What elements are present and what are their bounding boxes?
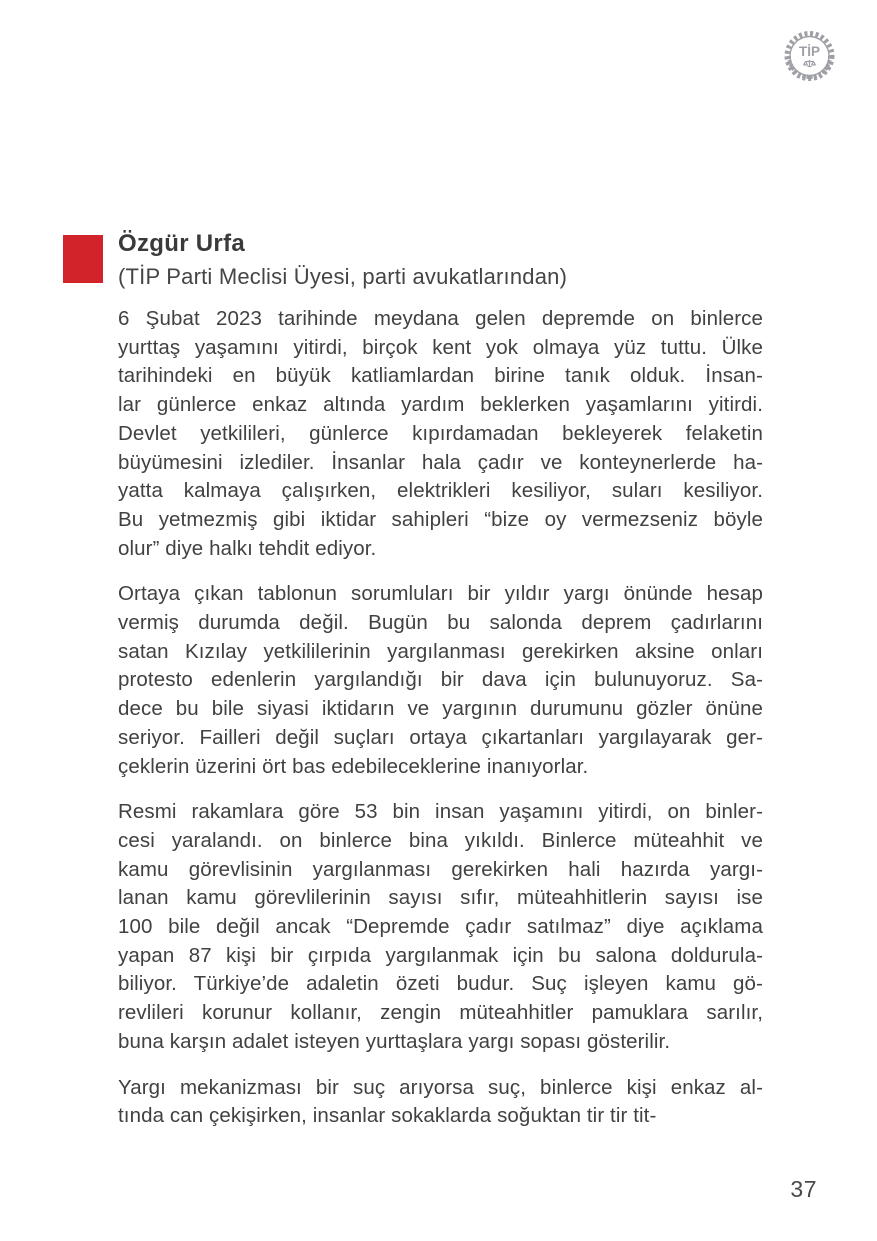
paragraph-line: 100 bile değil ancak “Depremde çadır satılmaz” diye açıklama xyxy=(118,915,763,939)
paragraph-line: vermiş durumda değil. Bugün bu salonda deprem çadırlarını xyxy=(118,611,763,635)
article-header xyxy=(118,230,768,290)
paragraph-line: Yargı mekanizması bir suç arıyorsa suç, binlerce kişi enkaz al- xyxy=(118,1075,763,1099)
paragraph-line: lanan kamu görevlilerinin sayısı sıfır, müteahhitlerin sayısı ise xyxy=(118,886,763,910)
paragraph-line: tında can çekişirken, insanlar sokaklarda soğuktan tir tir tit- xyxy=(118,1104,657,1128)
tip-party-logo-icon xyxy=(781,30,838,87)
paragraph-line: dece bu bile siyasi iktidarın ve yargının durumunu gözler önüne xyxy=(118,697,763,721)
paragraph xyxy=(118,305,763,563)
paragraph-line: olur” diye halkı tehdit ediyor. xyxy=(118,536,377,560)
paragraph-line: yurttaş yaşamını yitirdi, birçok kent yok olmaya yüz tuttu. Ülke xyxy=(118,335,763,359)
paragraph-line: Devlet yetkilileri, günlerce kıpırdamadan bekleyerek felaketin xyxy=(118,421,763,445)
paragraph-line: biliyor. Türkiye’de adaletin özeti budur. Suç işleyen kamu gö- xyxy=(118,972,763,996)
logo-text: TİP xyxy=(798,44,821,59)
paragraph-line: Bu yetmezmiş gibi iktidar sahipleri “bize oy vermezseniz böyle xyxy=(118,507,763,531)
heading-bullet-square xyxy=(63,235,103,283)
paragraph-line: revlileri korunur kollanır, zengin müteahhitler pamuklara sarılır, xyxy=(118,1001,763,1025)
paragraph-line: çeklerin üzerini ört bas edebileceklerine inanıyorlar. xyxy=(118,754,589,778)
author-name: Özgür Urfa xyxy=(118,230,246,257)
article-body xyxy=(118,305,763,1148)
author-role: (TİP Parti Meclisi Üyesi, parti avukatlarından) xyxy=(118,264,568,289)
paragraph-line: 6 Şubat 2023 tarihinde meydana gelen depremde on binlerce xyxy=(118,307,763,330)
paragraph-line: tarihindeki en büyük katliamlardan birine tanık olduk. İnsan- xyxy=(118,364,763,388)
paragraph-line: lar günlerce enkaz altında yardım beklerken yaşamlarını yitirdi. xyxy=(118,393,763,417)
paragraph-line: cesi yaralandı. on binlerce bina yıkıldı. Binlerce müteahhit ve xyxy=(118,828,763,852)
paragraph-line: Resmi rakamlara göre 53 bin insan yaşamını yitirdi, on binler- xyxy=(118,800,763,824)
page-number: 37 xyxy=(790,1176,817,1202)
paragraph xyxy=(118,798,763,1056)
paragraph-line: yatta kalmaya çalışırken, elektrikleri kesiliyor, suları kesiliyor. xyxy=(118,479,763,503)
paragraph-line: büyümesini izlediler. İnsanlar hala çadır ve konteynerlerde ha- xyxy=(118,450,763,474)
paragraph-line: seriyor. Failleri değil suçları ortaya çıkartanları yargılayarak ger- xyxy=(118,725,763,749)
paragraph-line: yapan 87 kişi bir çırpıda yargılanmak için bu salona doldurula- xyxy=(118,943,763,967)
paragraph-line: Ortaya çıkan tablonun sorumluları bir yıldır yargı önünde hesap xyxy=(118,582,763,606)
paragraph-line: kamu görevlisinin yargılanması gerekirken hali hazırda yargı- xyxy=(118,857,763,881)
paragraph-line: satan Kızılay yetkililerinin yargılanması gerekirken aksine onları xyxy=(118,639,763,663)
paragraph-line: protesto edenlerin yargılandığı bir dava için bulunuyoruz. Sa- xyxy=(118,668,763,692)
paragraph xyxy=(118,1074,763,1131)
paragraph xyxy=(118,580,763,781)
paragraph-line: buna karşın adalet isteyen yurttaşlara yargı sopası gösterilir. xyxy=(118,1029,671,1053)
